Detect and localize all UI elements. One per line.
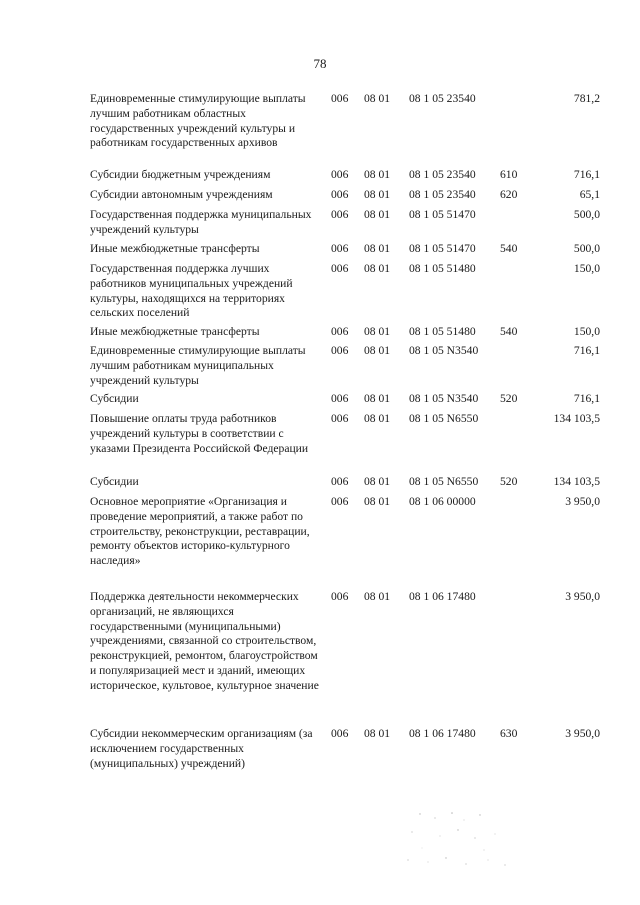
- row-name: Государственная поддержка лучших работников муниципальных учреждений культуры, находящихся на территориях сельских поселений: [90, 262, 293, 320]
- row-ved: 006: [331, 475, 349, 488]
- row-ved: 006: [331, 727, 349, 740]
- row-ved: 006: [331, 412, 349, 425]
- row-ved: 006: [331, 208, 349, 221]
- row-sum: 716,1: [573, 344, 600, 357]
- row-rzpr: 08 01: [364, 188, 391, 201]
- row-rzpr: 08 01: [364, 325, 391, 338]
- row-sum: 3 950,0: [565, 727, 600, 740]
- row-name: Государственная поддержка муниципальных учреждений культуры: [90, 208, 312, 236]
- row-ved: 006: [331, 344, 349, 357]
- row-name: Субсидии: [90, 475, 139, 488]
- row-ved: 006: [331, 262, 349, 275]
- row-rzpr: 08 01: [364, 242, 391, 255]
- row-ved: 006: [331, 325, 349, 338]
- row-cs: 08 1 05 N3540: [409, 392, 479, 405]
- row-sum: 3 950,0: [565, 495, 600, 508]
- row-rzpr: 08 01: [364, 412, 391, 425]
- row-ved: 006: [331, 392, 349, 405]
- row-name: Субсидии: [90, 392, 139, 405]
- row-name: Повышение оплаты труда работников учреждений культуры в соответствии с указами Президента Российской Федерации: [90, 412, 309, 455]
- row-cs: 08 1 05 51470: [409, 208, 476, 221]
- row-name: Поддержка деятельности некоммерческих организаций, не являющихся государственными (муниципальными) учреждениями, связанной со строительством, реконструкцией, ремонтом, благоустройством и популяризацией мест и зданий, имеющих историческое, культовое, культурное значение: [90, 590, 319, 692]
- row-sum: 65,1: [579, 188, 600, 201]
- row-rzpr: 08 01: [364, 168, 391, 181]
- row-cs: 08 1 06 00000: [409, 495, 476, 508]
- row-rzpr: 08 01: [364, 495, 391, 508]
- row-sum: 716,1: [573, 168, 600, 181]
- page-number: 78: [313, 56, 327, 71]
- row-sum: 716,1: [573, 392, 600, 405]
- row-rzpr: 08 01: [364, 727, 391, 740]
- row-cs: 08 1 05 23540: [409, 168, 476, 181]
- row-rzpr: 08 01: [364, 208, 391, 221]
- row-vr: 540: [500, 325, 518, 338]
- row-rzpr: 08 01: [364, 262, 391, 275]
- row-ved: 006: [331, 168, 349, 181]
- row-cs: 08 1 05 N6550: [409, 412, 479, 425]
- row-sum: 500,0: [573, 208, 600, 221]
- row-ved: 006: [331, 242, 349, 255]
- row-name: Единовременные стимулирующие выплаты лучшим работникам муниципальных учреждений культуры: [90, 344, 306, 387]
- scan-noise: [400, 810, 520, 870]
- row-rzpr: 08 01: [364, 392, 391, 405]
- row-cs: 08 1 05 N6550: [409, 475, 479, 488]
- row-name: Основное мероприятие «Организация и проведение мероприятий, а также работ по строительству, реконструкции, реставрации, ремонту объектов историко-культурного наследия»: [90, 495, 310, 568]
- row-ved: 006: [331, 92, 349, 105]
- row-cs: 08 1 05 51480: [409, 262, 476, 275]
- row-cs: 08 1 05 23540: [409, 92, 476, 105]
- row-ved: 006: [331, 188, 349, 201]
- row-cs: 08 1 05 51470: [409, 242, 476, 255]
- row-sum: 150,0: [573, 262, 600, 275]
- row-name: Единовременные стимулирующие выплаты лучшим работникам областных государственных учреждений культуры и работникам государственных архивов: [90, 92, 306, 150]
- row-sum: 134 103,5: [553, 412, 600, 425]
- row-vr: 630: [500, 727, 518, 740]
- row-vr: 610: [500, 168, 518, 181]
- row-sum: 781,2: [573, 92, 600, 105]
- row-ved: 006: [331, 590, 349, 603]
- row-cs: 08 1 05 N3540: [409, 344, 479, 357]
- row-rzpr: 08 01: [364, 344, 391, 357]
- row-vr: 620: [500, 188, 518, 201]
- row-name: Субсидии некоммерческим организациям (за исключением государственных (муниципальных) учреждений): [90, 727, 313, 770]
- row-sum: 3 950,0: [565, 590, 600, 603]
- row-name: Иные межбюджетные трансферты: [90, 325, 260, 338]
- row-rzpr: 08 01: [364, 590, 391, 603]
- row-cs: 08 1 06 17480: [409, 590, 476, 603]
- row-cs: 08 1 06 17480: [409, 727, 476, 740]
- row-name: Иные межбюджетные трансферты: [90, 242, 260, 255]
- row-vr: 520: [500, 475, 518, 488]
- row-sum: 150,0: [573, 325, 600, 338]
- row-vr: 540: [500, 242, 518, 255]
- row-vr: 520: [500, 392, 518, 405]
- row-name: Субсидии автономным учреждениям: [90, 188, 273, 201]
- row-cs: 08 1 05 23540: [409, 188, 476, 201]
- row-ved: 006: [331, 495, 349, 508]
- row-sum: 134 103,5: [553, 475, 600, 488]
- row-name: Субсидии бюджетным учреждениям: [90, 168, 271, 181]
- row-rzpr: 08 01: [364, 475, 391, 488]
- row-rzpr: 08 01: [364, 92, 391, 105]
- row-sum: 500,0: [573, 242, 600, 255]
- row-cs: 08 1 05 51480: [409, 325, 476, 338]
